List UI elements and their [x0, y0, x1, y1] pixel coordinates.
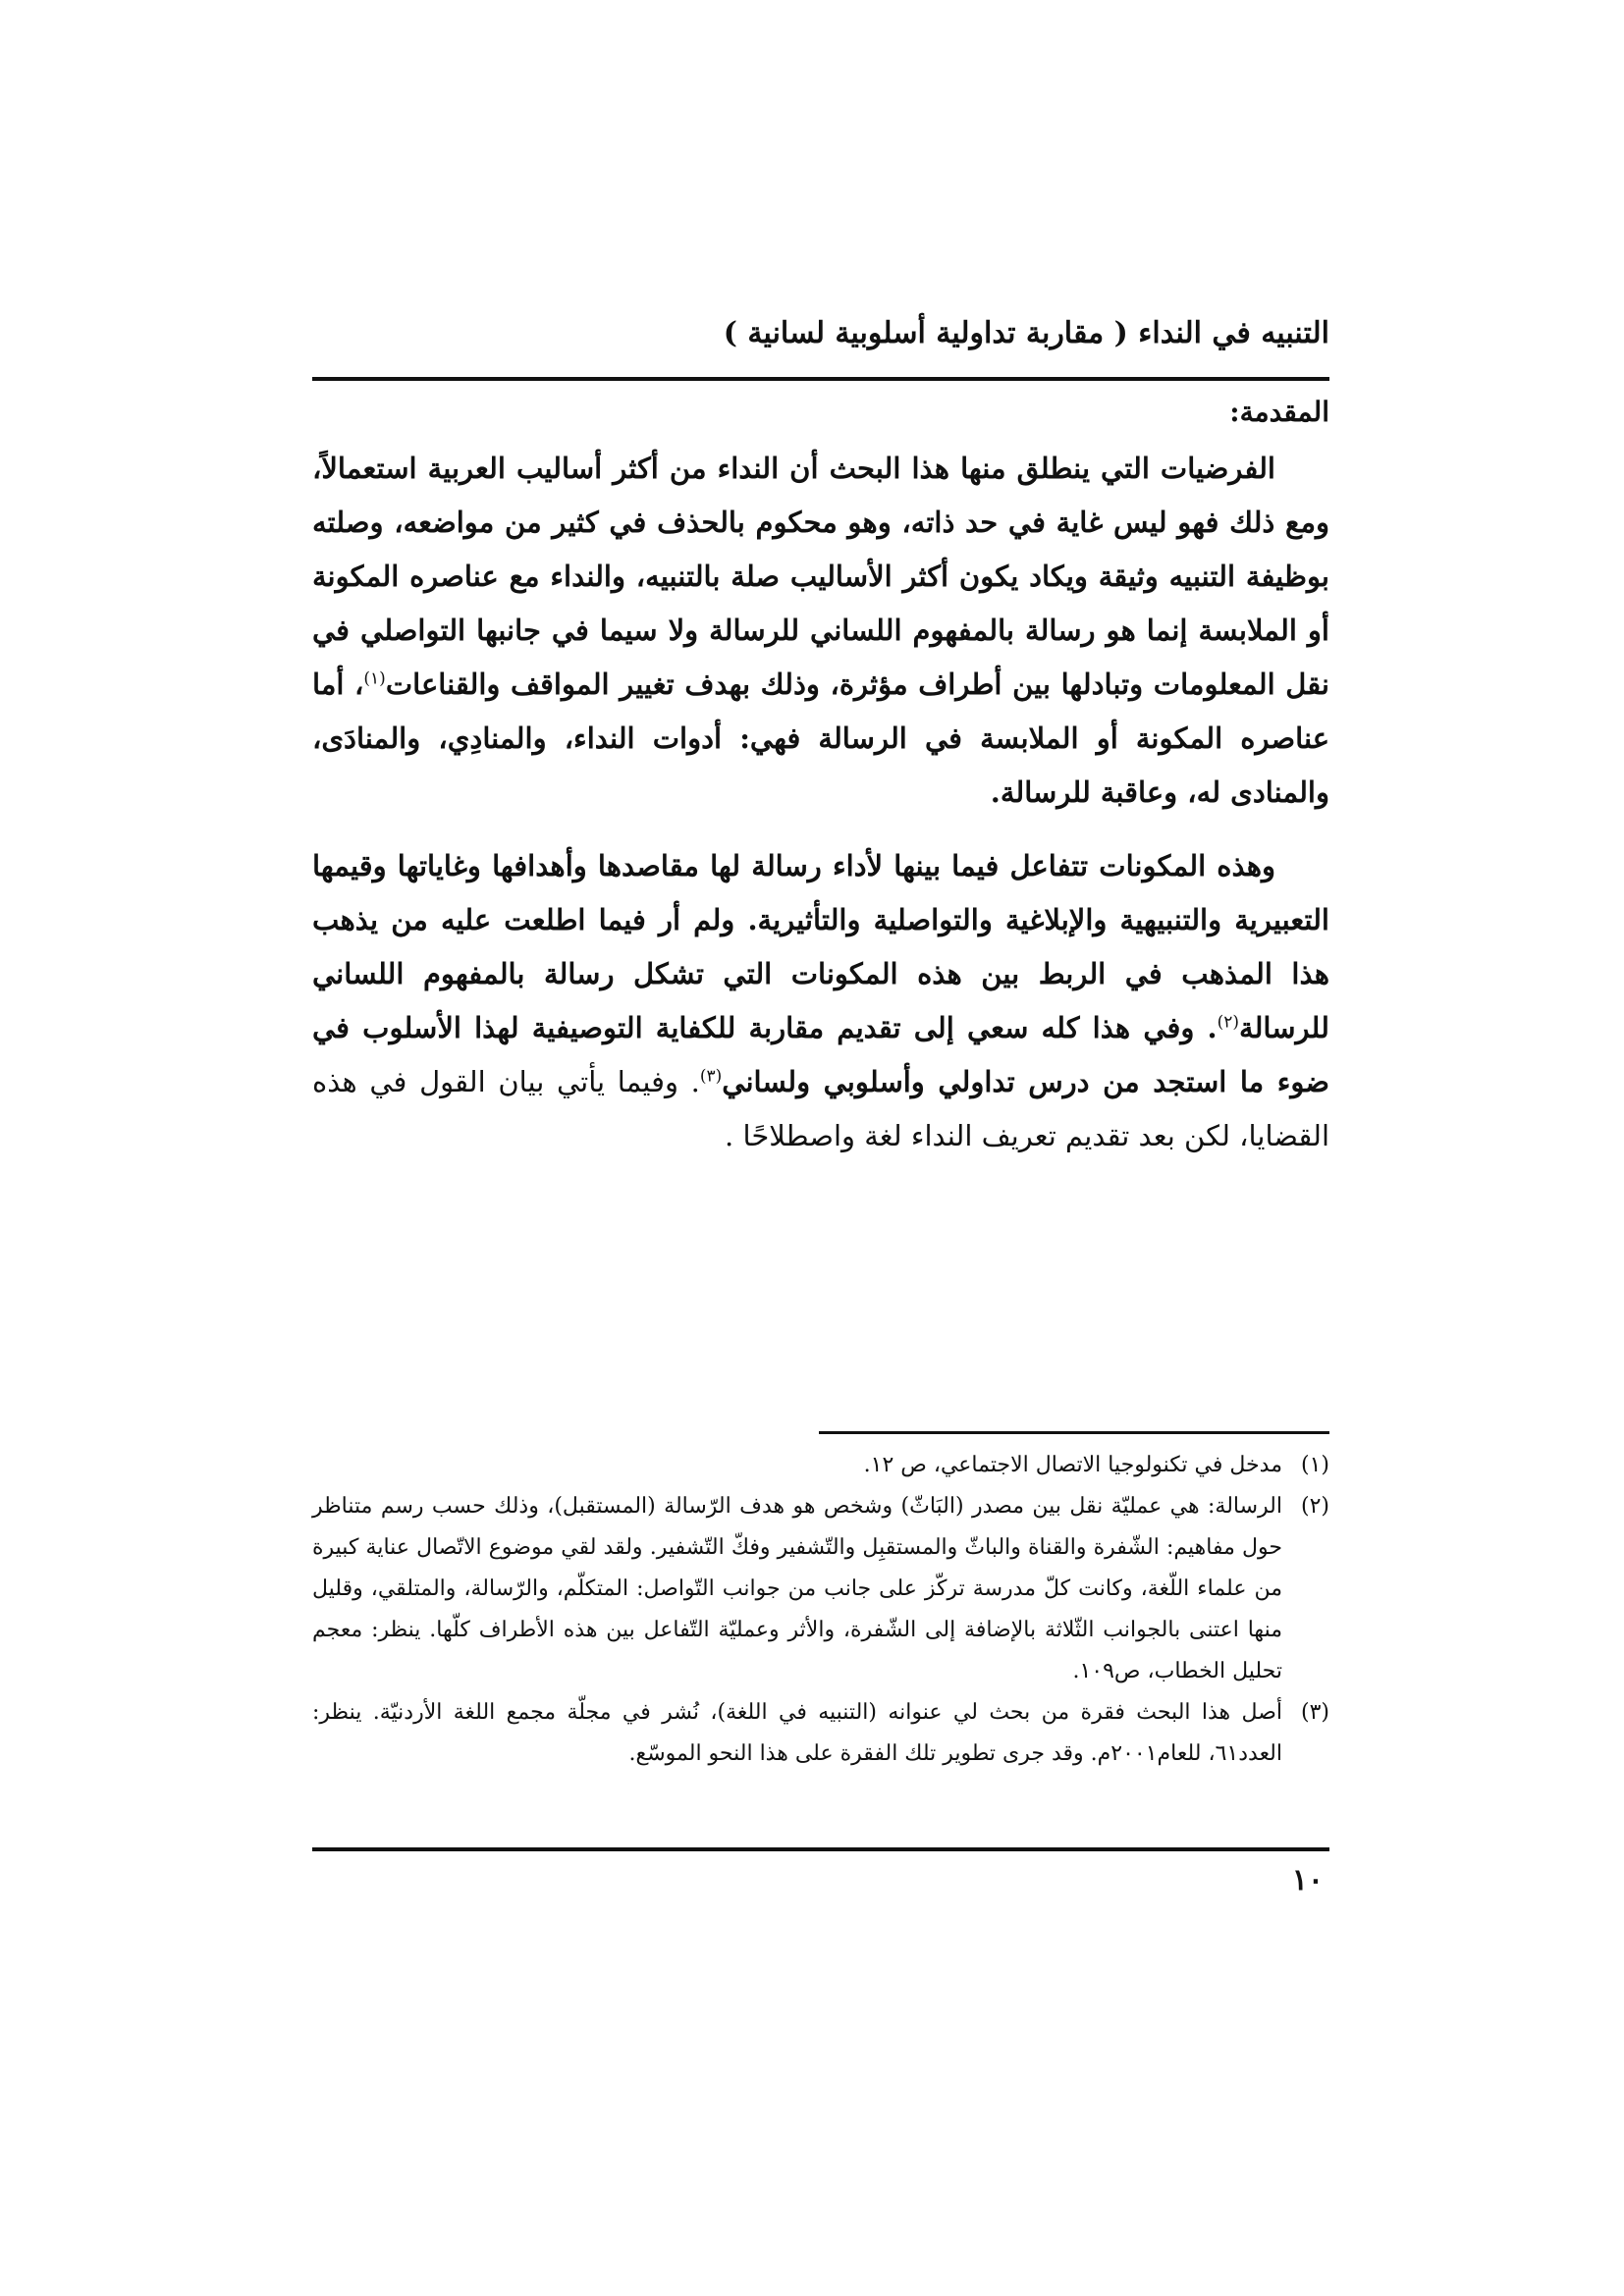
footnote-number: (٢): [1300, 1494, 1329, 1519]
paragraph-2-part-1: وهذه المكونات تتفاعل فيما بينها لأداء رسالة لها مقاصدها وأهدافها وغاياتها وقيمها التعبيرية والتنبيهية والإبلاغية والتواصلية والتأثيرية. ولم أر فيما اطلعت عليه من يذهب هذا المذهب في الربط بين هذه المكونات التي تشكل رسالة بالمفهوم اللساني للرسالة: [312, 849, 1329, 1044]
footnote-item: [312, 1445, 1329, 1486]
paragraph-1: [312, 442, 1329, 820]
paragraph-2: [312, 839, 1329, 1163]
footnote-text: أصل هذا البحث فقرة من بحث لي عنوانه (التنبيه في اللغة)، نُشر في مجلّة مجمع اللغة الأردنيّة. ينظر: العدد٦١، للعام٢٠٠١م. وقد جرى تطوير تلك الفقرة على هذا النحو الموسّع.: [312, 1700, 1282, 1766]
page-number: ١٠: [1291, 1863, 1324, 1897]
footnote-text: مدخل في تكنولوجيا الاتصال الاجتماعي، ص ١٢.: [863, 1453, 1282, 1477]
document-page: [312, 294, 1329, 1914]
footnote-text: الرسالة: هي عمليّة نقل بين مصدر (البَاثّ) وشخص هو هدف الرّسالة (المستقبل)، وذلك حسب رسم متناظر حول مفاهيم: الشّفرة والقناة والباثّ والمستقبِل والتّشفير وفكّ التّشفير. ولقد لقي موضوع الاتّصال عناية كبيرة من علماء اللّغة، وكانت كلّ مدرسة تركّز على جانب من جوانب التّواصل: المتكلّم، والرّسالة، والمتلقي، وقليل منها اعتنى بالجوانب الثّلاثة بالإضافة إلى الشّفرة، والأثر وعمليّة التّفاعل بين هذه الأطراف كلّها. ينظر: معجم تحليل الخطاب، ص١٠٩.: [312, 1494, 1282, 1683]
section-heading: المقدمة:: [1229, 396, 1329, 428]
footnote-item: [312, 1486, 1329, 1692]
paragraph-2-part-2: . وفي هذا كله سعي إلى تقديم مقاربة للكفاية التوصيفية لهذا الأسلوب في ضوء ما استجد من درس تداولي وأسلوبي ولساني: [312, 1011, 1329, 1098]
footnote-number: (١): [1300, 1453, 1329, 1477]
footnote-item: [312, 1692, 1329, 1775]
footnote-ref-2: (٢): [1217, 1012, 1240, 1033]
body-text: [312, 442, 1329, 1163]
footer-divider: [312, 1847, 1329, 1851]
paragraph-1-part-1: الفرضيات التي ينطلق منها هذا البحث أن النداء من أكثر أساليب العربية استعمالاً، ومع ذلك فهو ليس غاية في حد ذاته، وهو محكوم بالحذف في كثير من مواضعه، وصلته بوظيفة التنبيه وثيقة ويكاد يكون أكثر الأساليب صلة بالتنبيه، والنداء مع عناصره المكونة أو الملابسة إنما هو رسالة بالمفهوم اللساني للرسالة ولا سيما في جانبها التواصلي في نقل المعلومات وتبادلها بين أطراف مؤثرة، وذلك بهدف تغيير المواقف والقناعات: [312, 452, 1329, 701]
paragraph-2-part-3: . وفيما يأتي بيان القول في هذه القضايا، لكن بعد تقديم تعريف النداء لغة واصطلاحًا .: [312, 1065, 1329, 1152]
footnote-ref-3: (٣): [699, 1066, 723, 1087]
footnote-number: (٣): [1300, 1700, 1329, 1725]
footnote-separator: [819, 1431, 1329, 1434]
footnotes: [312, 1445, 1329, 1775]
footnote-ref-1: (١): [363, 668, 386, 689]
header-divider: [312, 377, 1329, 381]
paragraph-1-part-2: ، أما عناصره المكونة أو الملابسة في الرسالة فهي: أدوات النداء، والمنادِي، والمنادَى، والمنادى له، وعاقبة للرسالة.: [312, 667, 1329, 809]
running-header-title: التنبيه في النداء ( مقاربة تداولية أسلوبية لسانية ): [723, 316, 1329, 350]
